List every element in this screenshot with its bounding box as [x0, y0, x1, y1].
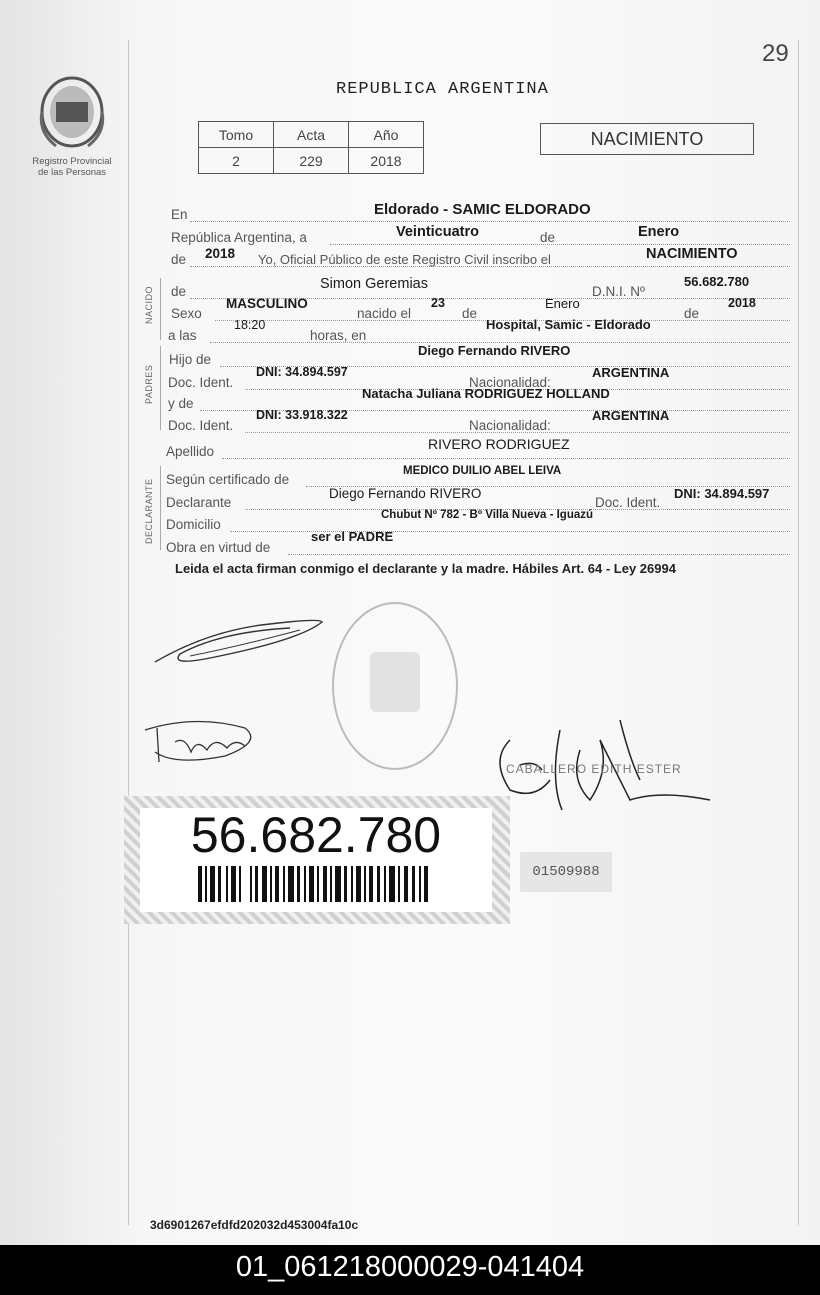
- label-apellido: Apellido: [166, 444, 215, 459]
- value-obra: ser el PADRE: [311, 529, 394, 544]
- label-hijo-de: Hijo de: [169, 352, 212, 367]
- label-padre-doc: Doc. Ident.: [168, 375, 234, 390]
- registry-header-tomo: Tomo: [199, 122, 274, 148]
- value-child-name: Simon Geremias: [320, 276, 428, 292]
- declarant-signature-icon: [150, 610, 330, 670]
- value-domicilio: Chubut Nº 782 - Bº Villa Nueva - Iguazú: [381, 509, 594, 521]
- barcode-bars-icon: [198, 866, 428, 902]
- declarante-bracket: [160, 466, 161, 550]
- serial-number: 01509988: [520, 852, 612, 892]
- label-republica: República Argentina, a: [171, 230, 307, 245]
- value-birth-day: 23: [431, 296, 445, 310]
- label-en: En: [171, 207, 188, 222]
- value-cert: MEDICO DUILIO ABEL LEIVA: [403, 465, 562, 477]
- label-declarante: Declarante: [166, 495, 232, 510]
- label-padre-nac: Nacionalidad:: [469, 375, 551, 390]
- closing-statement: Leida el acta firman conmigo el declarante y la madre. Hábiles Art. 64 - Ley 26994: [175, 561, 676, 576]
- value-declarante: Diego Fernando RIVERO: [329, 486, 482, 501]
- side-label-nacido: NACIDO: [144, 285, 154, 324]
- document-hash: 3d6901267efdfd202032d453004fa10c: [150, 1218, 359, 1232]
- value-year: 2018: [205, 246, 236, 261]
- act-type-box: NACIMIENTO: [540, 123, 754, 155]
- document-title: REPUBLICA ARGENTINA: [336, 80, 549, 99]
- value-apellido: RIVERO RODRIGUEZ: [428, 436, 570, 452]
- label-cert: Según certificado de: [166, 472, 290, 487]
- registry-value-acta: 229: [274, 148, 349, 174]
- nacido-bracket: [160, 278, 161, 340]
- value-sexo: MASCULINO: [226, 296, 308, 311]
- registry-value-anio: 2018: [349, 148, 424, 174]
- registry-table: [198, 121, 424, 174]
- label-nacido-el: nacido el: [357, 306, 412, 321]
- registry-logo-text: [22, 156, 122, 178]
- left-margin-line: [128, 40, 129, 1225]
- value-padre-nac: ARGENTINA: [592, 365, 670, 380]
- label-de-2: de: [171, 252, 187, 267]
- page-number: 29: [762, 40, 789, 67]
- right-margin-line: [798, 40, 799, 1225]
- footer-document-id: 01_061218000029-041404: [0, 1245, 820, 1295]
- label-obra: Obra en virtud de: [166, 540, 271, 555]
- label-y-de: y de: [168, 396, 194, 411]
- value-birth-month: Enero: [545, 296, 580, 311]
- value-day-words: Veinticuatro: [396, 224, 479, 240]
- value-en: Eldorado - SAMIC ELDORADO: [374, 201, 591, 218]
- label-madre-nac: Nacionalidad:: [469, 418, 551, 433]
- value-month: Enero: [638, 224, 680, 240]
- logo-line-1: Registro Provincial: [32, 156, 112, 167]
- value-hora: 18:20: [234, 318, 266, 332]
- barcode-number: 56.682.780: [190, 807, 442, 863]
- value-lugar: Hospital, Samic - Eldorado: [486, 317, 651, 332]
- stamp-emblem: [370, 652, 420, 712]
- label-horas-en: horas, en: [310, 328, 367, 343]
- value-declarante-doc: DNI: 34.894.597: [674, 486, 770, 501]
- registry-header-acta: Acta: [274, 122, 349, 148]
- label-madre-doc: Doc. Ident.: [168, 418, 234, 433]
- label-alas: a las: [168, 328, 197, 343]
- provincial-seal-icon: [36, 72, 108, 154]
- official-stamp-name: CABALLERO EDITH ESTER: [506, 762, 682, 776]
- registry-value-tomo: 2: [199, 148, 274, 174]
- side-label-padres: PADRES: [144, 364, 154, 404]
- label-de-3: de: [462, 306, 478, 321]
- value-padre-doc: DNI: 34.894.597: [256, 365, 348, 379]
- value-birth-year: 2018: [728, 296, 756, 310]
- label-nacido-de: de: [171, 284, 187, 299]
- value-inscribo: NACIMIENTO: [646, 246, 738, 262]
- value-madre-nac: ARGENTINA: [592, 408, 670, 423]
- label-sexo: Sexo: [171, 306, 202, 321]
- label-de-1: de: [540, 230, 556, 245]
- label-de-4: de: [684, 306, 700, 321]
- value-madre: Natacha Juliana RODRIGUEZ HOLLAND: [362, 386, 610, 401]
- label-domicilio: Domicilio: [166, 517, 221, 532]
- padres-bracket: [160, 346, 161, 430]
- registry-header-anio: Año: [349, 122, 424, 148]
- label-oficial: Yo, Oficial Público de este Registro Civil inscribo el: [258, 252, 551, 267]
- logo-line-2: de las Personas: [37, 167, 107, 178]
- side-label-declarante: DECLARANTE: [144, 478, 154, 544]
- value-padre: Diego Fernando RIVERO: [418, 343, 571, 358]
- label-dni: D.N.I. Nº: [592, 284, 645, 299]
- value-child-dni: 56.682.780: [684, 274, 750, 289]
- value-madre-doc: DNI: 33.918.322: [256, 408, 348, 422]
- mother-signature-icon: [135, 712, 265, 772]
- label-declarante-doc: Doc. Ident.: [595, 495, 661, 510]
